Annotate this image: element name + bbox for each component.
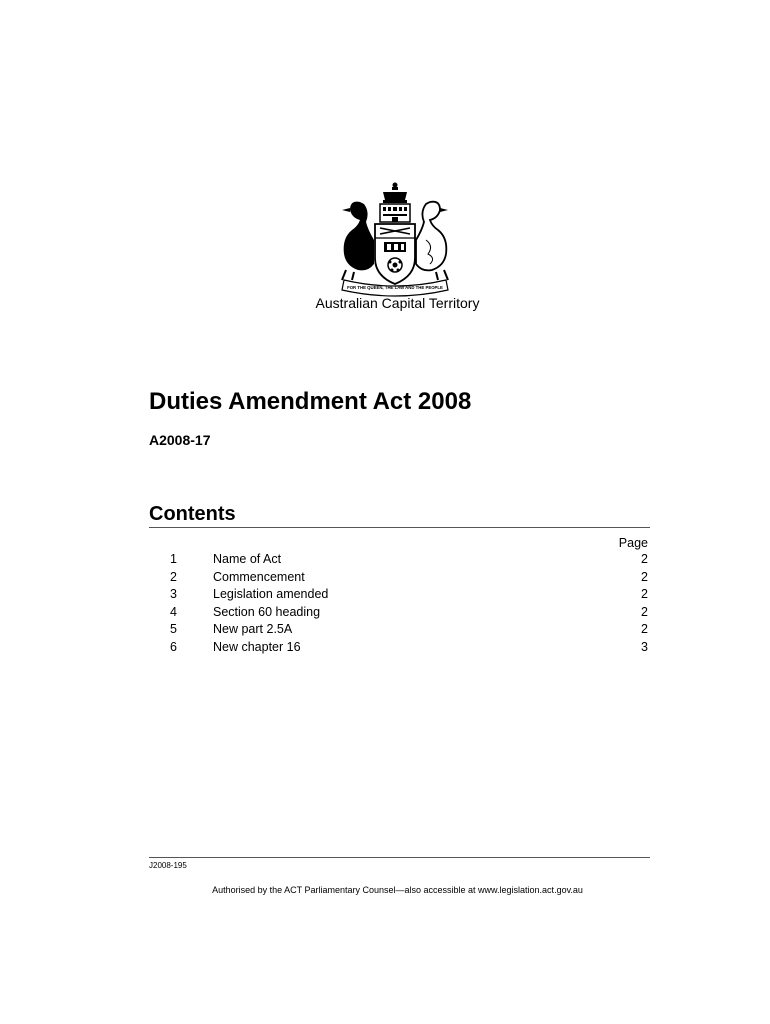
act-title: Duties Amendment Act 2008 <box>149 388 472 415</box>
toc-entry-page: 2 <box>641 622 648 637</box>
toc-entry-number: 1 <box>170 552 177 566</box>
toc-entry-label[interactable]: Commencement <box>213 569 305 584</box>
shield-icon <box>375 224 415 284</box>
toc-entry[interactable] <box>149 621 648 639</box>
toc-entry-label[interactable]: Legislation amended <box>213 587 329 602</box>
toc-entry-page: 2 <box>641 552 648 566</box>
authorisation-notice: Authorised by the ACT Parliamentary Counsel—also accessible at www.legislation.act.gov.au <box>212 885 583 895</box>
act-number: A2008-17 <box>149 432 211 448</box>
footer-divider <box>149 857 650 858</box>
toc-entry-label[interactable]: New part 2.5A <box>213 622 293 637</box>
toc-entry-number: 6 <box>170 639 177 654</box>
motto-text: FOR THE QUEEN, THE LAW AND THE PEOPLE <box>347 285 443 290</box>
white-swan-icon <box>416 202 448 280</box>
toc-entry[interactable] <box>149 604 648 622</box>
toc-entry-page: 2 <box>641 569 648 584</box>
toc-entry-number: 4 <box>170 604 177 619</box>
toc-entry-label[interactable]: Name of Act <box>213 552 282 566</box>
table-of-contents <box>149 551 648 657</box>
document-code: J2008-195 <box>149 861 187 870</box>
toc-entry-label[interactable]: Section 60 heading <box>213 604 321 619</box>
toc-entry-number: 2 <box>170 569 177 584</box>
toc-entry-number: 3 <box>170 587 177 602</box>
toc-entry[interactable] <box>149 569 648 587</box>
page-column-header: Page <box>618 536 648 550</box>
toc-entry[interactable] <box>149 586 648 604</box>
contents-divider <box>149 527 650 528</box>
toc-entry-page: 2 <box>641 604 648 619</box>
toc-entry-number: 5 <box>170 622 177 637</box>
black-swan-icon <box>342 202 374 280</box>
toc-entry-label[interactable]: New chapter 16 <box>213 639 301 654</box>
toc-entry-page: 3 <box>641 639 648 654</box>
contents-heading: Contents <box>149 503 236 525</box>
castle-icon <box>380 204 410 222</box>
toc-entry-page: 2 <box>641 587 648 602</box>
toc-entry[interactable] <box>149 551 648 569</box>
jurisdiction-name: Australian Capital Territory <box>315 295 480 311</box>
act-coat-of-arms <box>330 180 460 298</box>
crown-icon <box>383 183 407 204</box>
toc-entry[interactable] <box>149 639 648 657</box>
